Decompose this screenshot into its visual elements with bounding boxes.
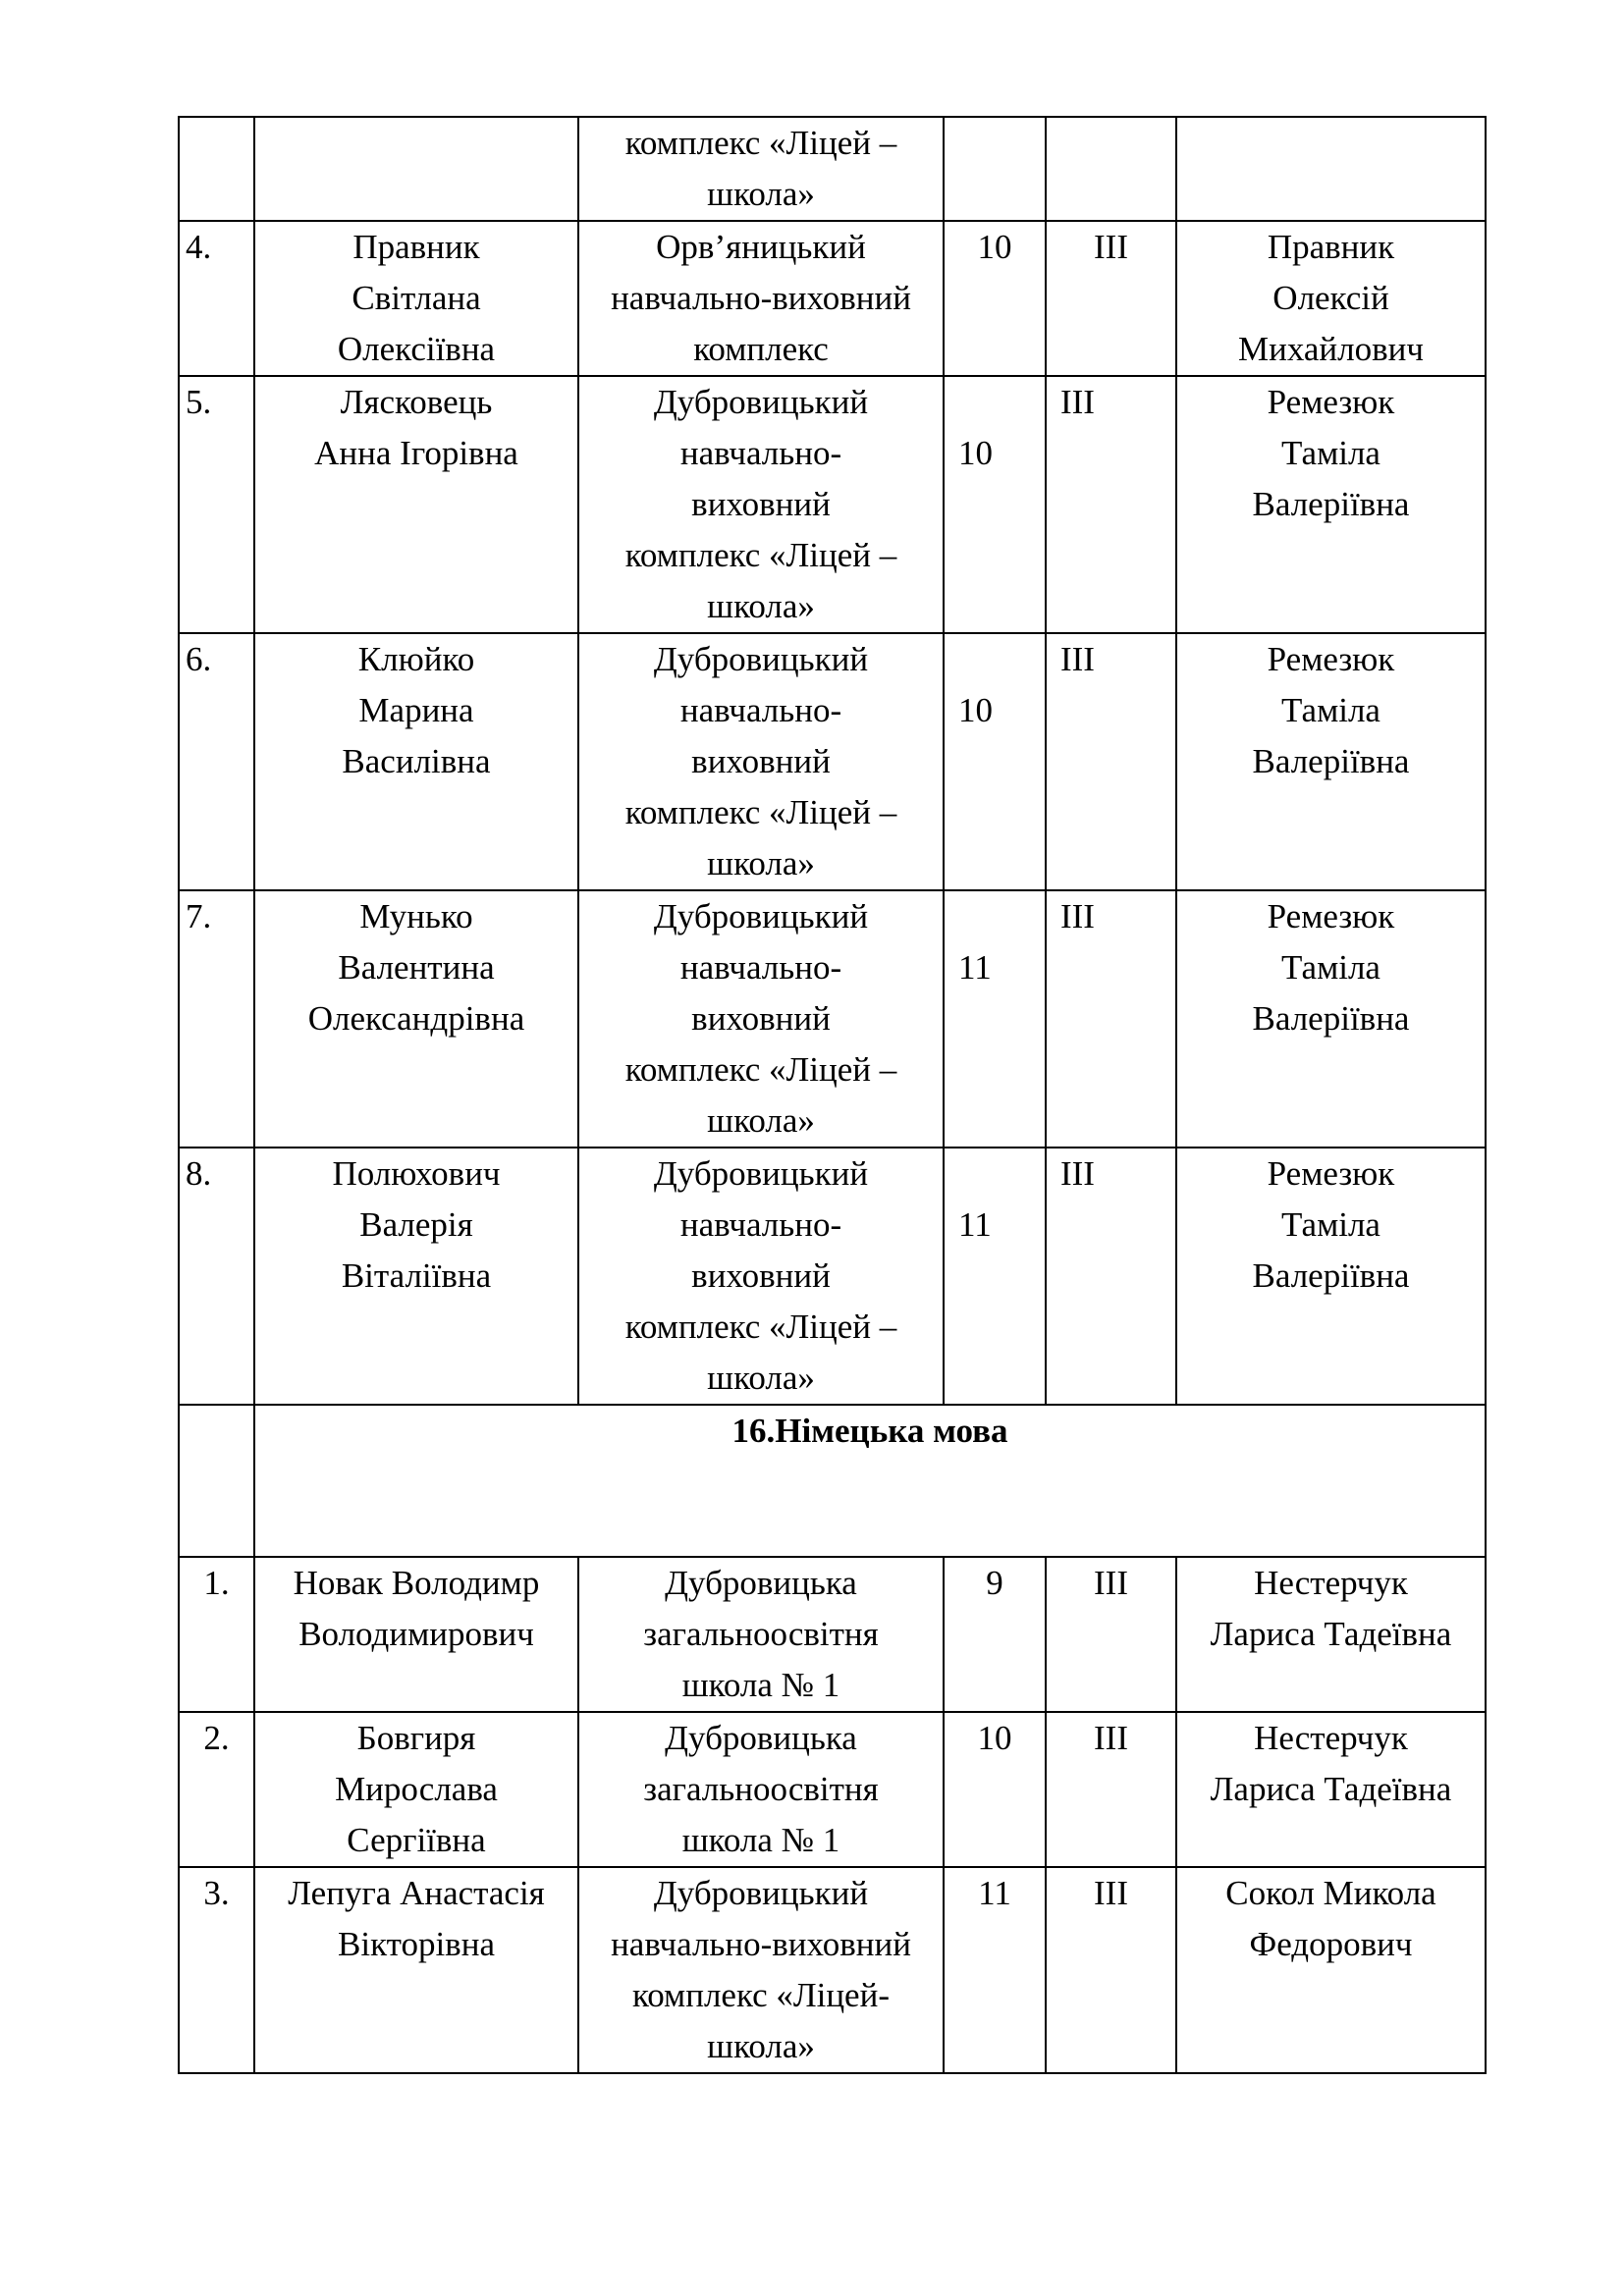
class-value: 11 (958, 948, 992, 987)
participant-name-line: Мирослава (335, 1770, 498, 1808)
participant-name-line: Сергіївна (347, 1821, 486, 1859)
teacher-name-line: Валеріївна (1252, 999, 1410, 1038)
school-name-line: виховний (691, 999, 831, 1038)
class-value: 9 (986, 1564, 1003, 1602)
class-number (944, 221, 1046, 376)
participant-name (254, 633, 578, 890)
school-name-line: Дубровицька (665, 1564, 857, 1602)
class-value: 10 (958, 434, 993, 472)
school-name-line: комплекс «Ліцей – (624, 124, 897, 162)
table-body (179, 117, 1486, 2073)
teacher-name-line: Валеріївна (1252, 1256, 1410, 1295)
school-name-line: Дубровицький (653, 1154, 869, 1193)
school-name-line: навчально- (679, 434, 842, 472)
place-level: III (1046, 1712, 1176, 1867)
participant-name-line: Бовгиря (356, 1719, 476, 1757)
section-row (179, 1405, 1486, 1557)
teacher-name-line: Лариса Тадеївна (1210, 1770, 1452, 1808)
school-name (578, 1867, 944, 2073)
section-number-cell (179, 1405, 254, 1557)
teacher-name-line: Таміла (1281, 1205, 1380, 1244)
class-number (944, 117, 1046, 221)
row-number: 4. (179, 221, 254, 376)
olympiad-results-table (178, 116, 1487, 2074)
teacher-name-line: Ремезюк (1267, 1154, 1395, 1193)
participant-name-line: Мунько (359, 897, 473, 935)
school-name-line: навчально-виховний (611, 1925, 911, 1963)
school-name-line: Дубровицький (653, 1874, 869, 1912)
place-level: III (1046, 890, 1176, 1148)
participant-name (254, 221, 578, 376)
school-name-line: школа» (707, 175, 815, 213)
teacher-name (1176, 890, 1486, 1148)
teacher-name-line: Таміла (1281, 434, 1380, 472)
participant-name (254, 117, 578, 221)
table-row (179, 221, 1486, 376)
participant-name-line: Вікторівна (338, 1925, 495, 1963)
teacher-name-line: Нестерчук (1254, 1564, 1408, 1602)
row-number: 1. (179, 1557, 254, 1712)
participant-name-line: Клюйко (357, 640, 475, 678)
participant-name-line: Правник (352, 228, 480, 266)
teacher-name-line: Валеріївна (1252, 485, 1410, 523)
table-row (179, 633, 1486, 890)
school-name-line: Дубровицький (653, 640, 869, 678)
school-name-line: виховний (691, 485, 831, 523)
place-level: III (1046, 1867, 1176, 2073)
participant-name-line: Полюхович (332, 1154, 501, 1193)
place-level: III (1046, 221, 1176, 376)
class-number (944, 633, 1046, 890)
teacher-name-line: Ремезюк (1267, 897, 1395, 935)
participant-name (254, 890, 578, 1148)
school-name-line: комплекс «Ліцей – (624, 1308, 897, 1346)
teacher-name-line: Михайлович (1238, 330, 1424, 368)
teacher-name-line: Таміла (1281, 691, 1380, 729)
section-title: 16.Німецька мова (254, 1405, 1486, 1557)
teacher-name-line: Лариса Тадеївна (1210, 1615, 1452, 1653)
school-name-line: навчально- (679, 948, 842, 987)
school-name-line: школа» (707, 587, 815, 625)
teacher-name-line: Таміла (1281, 948, 1380, 987)
place-level: III (1046, 376, 1176, 633)
participant-name-line: Новак Володимр (293, 1564, 540, 1602)
participant-name-line: Світлана (352, 279, 481, 317)
school-name (578, 1148, 944, 1405)
participant-name-line: Олексіївна (337, 330, 496, 368)
participant-name-line: Василівна (342, 742, 491, 780)
participant-name-line: Володимирович (298, 1615, 534, 1653)
school-name-line: школа» (707, 2027, 815, 2065)
school-name-line: комплекс «Ліцей- (632, 1976, 890, 2014)
participant-name-line: Віталіївна (341, 1256, 492, 1295)
school-name-line: комплекс «Ліцей – (624, 536, 897, 574)
class-value: 11 (958, 1205, 992, 1244)
school-name (578, 1712, 944, 1867)
school-name (578, 376, 944, 633)
school-name (578, 117, 944, 221)
teacher-name-line: Ремезюк (1267, 383, 1395, 421)
place-level: III (1046, 1557, 1176, 1712)
teacher-name (1176, 376, 1486, 633)
teacher-name (1176, 221, 1486, 376)
table-row (179, 1557, 1486, 1712)
teacher-name-line: Правник (1267, 228, 1395, 266)
school-name-line: загальноосвітня (643, 1615, 879, 1653)
school-name-line: Дубровицька (665, 1719, 857, 1757)
school-name (578, 890, 944, 1148)
participant-name (254, 1867, 578, 2073)
teacher-name (1176, 1148, 1486, 1405)
row-number (179, 117, 254, 221)
participant-name-line: Анна Ігорівна (314, 434, 518, 472)
class-number (944, 1557, 1046, 1712)
participant-name (254, 1148, 578, 1405)
teacher-name (1176, 117, 1486, 221)
class-number (944, 1148, 1046, 1405)
school-name-line: комплекс (693, 330, 829, 368)
school-name-line: школа» (707, 1101, 815, 1140)
row-number: 8. (179, 1148, 254, 1405)
teacher-name (1176, 1557, 1486, 1712)
teacher-name (1176, 1712, 1486, 1867)
school-name-line: виховний (691, 742, 831, 780)
class-value: 10 (977, 228, 1012, 266)
teacher-name-line: Сокол Микола (1225, 1874, 1436, 1912)
class-number (944, 1712, 1046, 1867)
table-row (179, 890, 1486, 1148)
teacher-name-line: Валеріївна (1252, 742, 1410, 780)
class-number (944, 1867, 1046, 2073)
row-number: 2. (179, 1712, 254, 1867)
teacher-name (1176, 633, 1486, 890)
school-name-line: навчально- (679, 1205, 842, 1244)
participant-name (254, 1557, 578, 1712)
teacher-name-line: Ремезюк (1267, 640, 1395, 678)
school-name-line: Дубровицький (653, 383, 869, 421)
participant-name-line: Валерія (359, 1205, 473, 1244)
table-row (179, 117, 1486, 221)
participant-name (254, 1712, 578, 1867)
participant-name-line: Валентина (338, 948, 495, 987)
school-name-line: школа» (707, 1359, 815, 1397)
school-name (578, 221, 944, 376)
participant-name-line: Лясковець (340, 383, 493, 421)
teacher-name (1176, 1867, 1486, 2073)
participant-name-line: Марина (358, 691, 474, 729)
place-level: III (1046, 633, 1176, 890)
table-row (179, 1712, 1486, 1867)
class-value: 10 (958, 691, 993, 729)
school-name-line: Орв’яницький (656, 228, 866, 266)
participant-name-line: Лепуга Анастасія (288, 1874, 545, 1912)
school-name-line: навчально-виховний (611, 279, 911, 317)
row-number: 7. (179, 890, 254, 1148)
school-name-line: загальноосвітня (643, 1770, 879, 1808)
school-name-line: виховний (691, 1256, 831, 1295)
class-value: 11 (978, 1874, 1011, 1912)
school-name (578, 1557, 944, 1712)
row-number: 3. (179, 1867, 254, 2073)
school-name-line: Дубровицький (653, 897, 869, 935)
table-row (179, 376, 1486, 633)
table-row (179, 1867, 1486, 2073)
class-value: 10 (977, 1719, 1012, 1757)
teacher-name-line: Нестерчук (1254, 1719, 1408, 1757)
table-row (179, 1148, 1486, 1405)
row-number: 6. (179, 633, 254, 890)
row-number: 5. (179, 376, 254, 633)
school-name-line: школа» (707, 844, 815, 882)
class-number (944, 890, 1046, 1148)
place-level: III (1046, 1148, 1176, 1405)
participant-name (254, 376, 578, 633)
school-name-line: навчально- (679, 691, 842, 729)
school-name-line: комплекс «Ліцей – (624, 1050, 897, 1089)
school-name-line: комплекс «Ліцей – (624, 793, 897, 831)
teacher-name-line: Олексій (1272, 279, 1389, 317)
school-name-line: школа № 1 (681, 1666, 840, 1704)
participant-name-line: Олександрівна (307, 999, 525, 1038)
place-level (1046, 117, 1176, 221)
school-name (578, 633, 944, 890)
school-name-line: школа № 1 (681, 1821, 840, 1859)
teacher-name-line: Федорович (1249, 1925, 1413, 1963)
class-number (944, 376, 1046, 633)
